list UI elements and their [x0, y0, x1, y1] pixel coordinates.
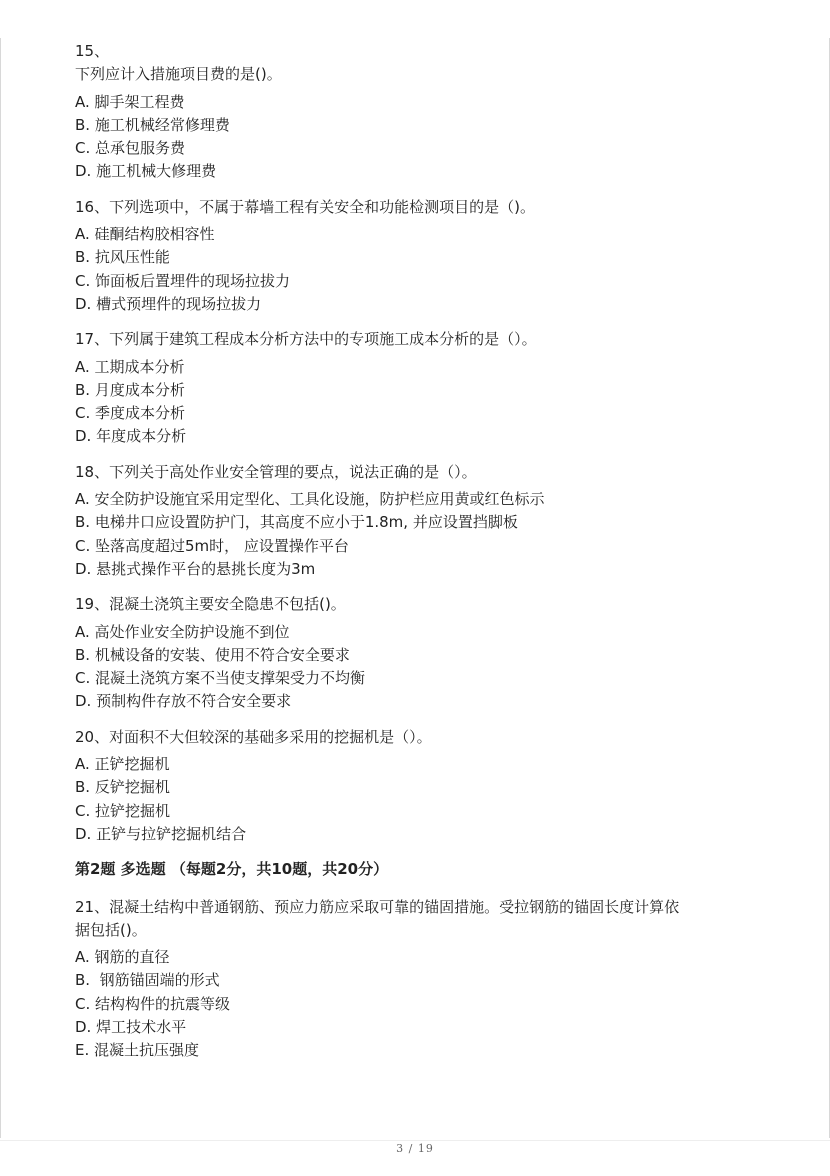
option-a: A. 硅酮结构胶相容性 — [75, 225, 215, 244]
option-b: B. 钢筋锚固端的形式 — [75, 971, 220, 990]
option-d: D. 正铲与拉铲挖掘机结合 — [75, 824, 247, 843]
option-c: C. 总承包服务费 — [75, 139, 186, 158]
question-17 — [75, 328, 765, 448]
question-stem: 19、混凝土浇筑主要安全隐患不包括()。 — [75, 595, 346, 614]
option-e: E. 混凝土抗压强度 — [75, 1041, 200, 1060]
option-a: A. 工期成本分析 — [75, 357, 185, 376]
option-b: B. 电梯井口应设置防护门，其高度不应小于1.8m, 并应设置挡脚板 — [75, 513, 518, 532]
section-heading: 第2题 多选题 （每题2分，共10题，共20分） — [75, 860, 389, 879]
option-d: D. 焊工技术水平 — [75, 1017, 187, 1036]
question-stem: 20、对面积不大但较深的基础多采用的挖掘机是（）。 — [75, 727, 432, 746]
option-c: C. 坠落高度超过5m时， 应设置操作平台 — [75, 536, 349, 555]
question-stem-line-2: 据包括()。 — [75, 920, 147, 939]
question-stem: 18、下列关于高处作业安全管理的要点，说法正确的是（）。 — [75, 462, 477, 481]
option-d: D. 年度成本分析 — [75, 427, 187, 446]
question-19 — [75, 593, 765, 713]
page-content — [75, 40, 765, 1075]
page-indicator: 3 / 19 — [396, 1142, 434, 1155]
option-c: C. 混凝土浇筑方案不当使支撑架受力不均衡 — [75, 669, 366, 688]
question-number: 15、 — [75, 42, 110, 60]
option-b: B. 反铲挖掘机 — [75, 778, 170, 797]
option-c: C. 结构构件的抗震等级 — [75, 994, 231, 1013]
option-b: B. 机械设备的安装、使用不符合安全要求 — [75, 645, 350, 664]
option-b: B. 施工机械经常修理费 — [75, 115, 230, 134]
question-18 — [75, 461, 765, 581]
option-c: C. 拉铲挖掘机 — [75, 801, 171, 820]
option-a: A. 高处作业安全防护设施不到位 — [75, 622, 290, 641]
option-a: A. 钢筋的直径 — [75, 948, 170, 967]
option-d: D. 施工机械大修理费 — [75, 162, 217, 181]
option-d: D. 预制构件存放不符合安全要求 — [75, 692, 292, 711]
question-stem: 下列应计入措施项目费的是()。 — [75, 65, 282, 84]
question-21 — [75, 896, 765, 1063]
option-a: A. 脚手架工程费 — [75, 92, 185, 111]
option-d: D. 槽式预埋件的现场拉拔力 — [75, 294, 262, 313]
question-stem: 16、下列选项中，不属于幕墙工程有关安全和功能检测项目的是（)。 — [75, 197, 535, 216]
question-stem-line-1: 21、混凝土结构中普通钢筋、预应力筋应采取可靠的锚固措施。受拉钢筋的锚固长度计算依 — [75, 897, 680, 916]
question-20 — [75, 726, 765, 846]
option-d: D. 悬挑式操作平台的悬挑长度为3m — [75, 559, 316, 578]
page-edge-left — [0, 38, 1, 1138]
question-16 — [75, 196, 765, 316]
option-c: C. 季度成本分析 — [75, 404, 186, 423]
option-a: A. 正铲挖掘机 — [75, 755, 170, 774]
option-b: B. 抗风压性能 — [75, 248, 170, 267]
option-c: C. 饰面板后置埋件的现场拉拔力 — [75, 271, 291, 290]
option-a: A. 安全防护设施宜采用定型化、工具化设施，防护栏应用黄或红色标示 — [75, 490, 545, 509]
question-15 — [75, 40, 765, 184]
option-b: B. 月度成本分析 — [75, 380, 185, 399]
question-stem: 17、下列属于建筑工程成本分析方法中的专项施工成本分析的是（）。 — [75, 330, 537, 349]
